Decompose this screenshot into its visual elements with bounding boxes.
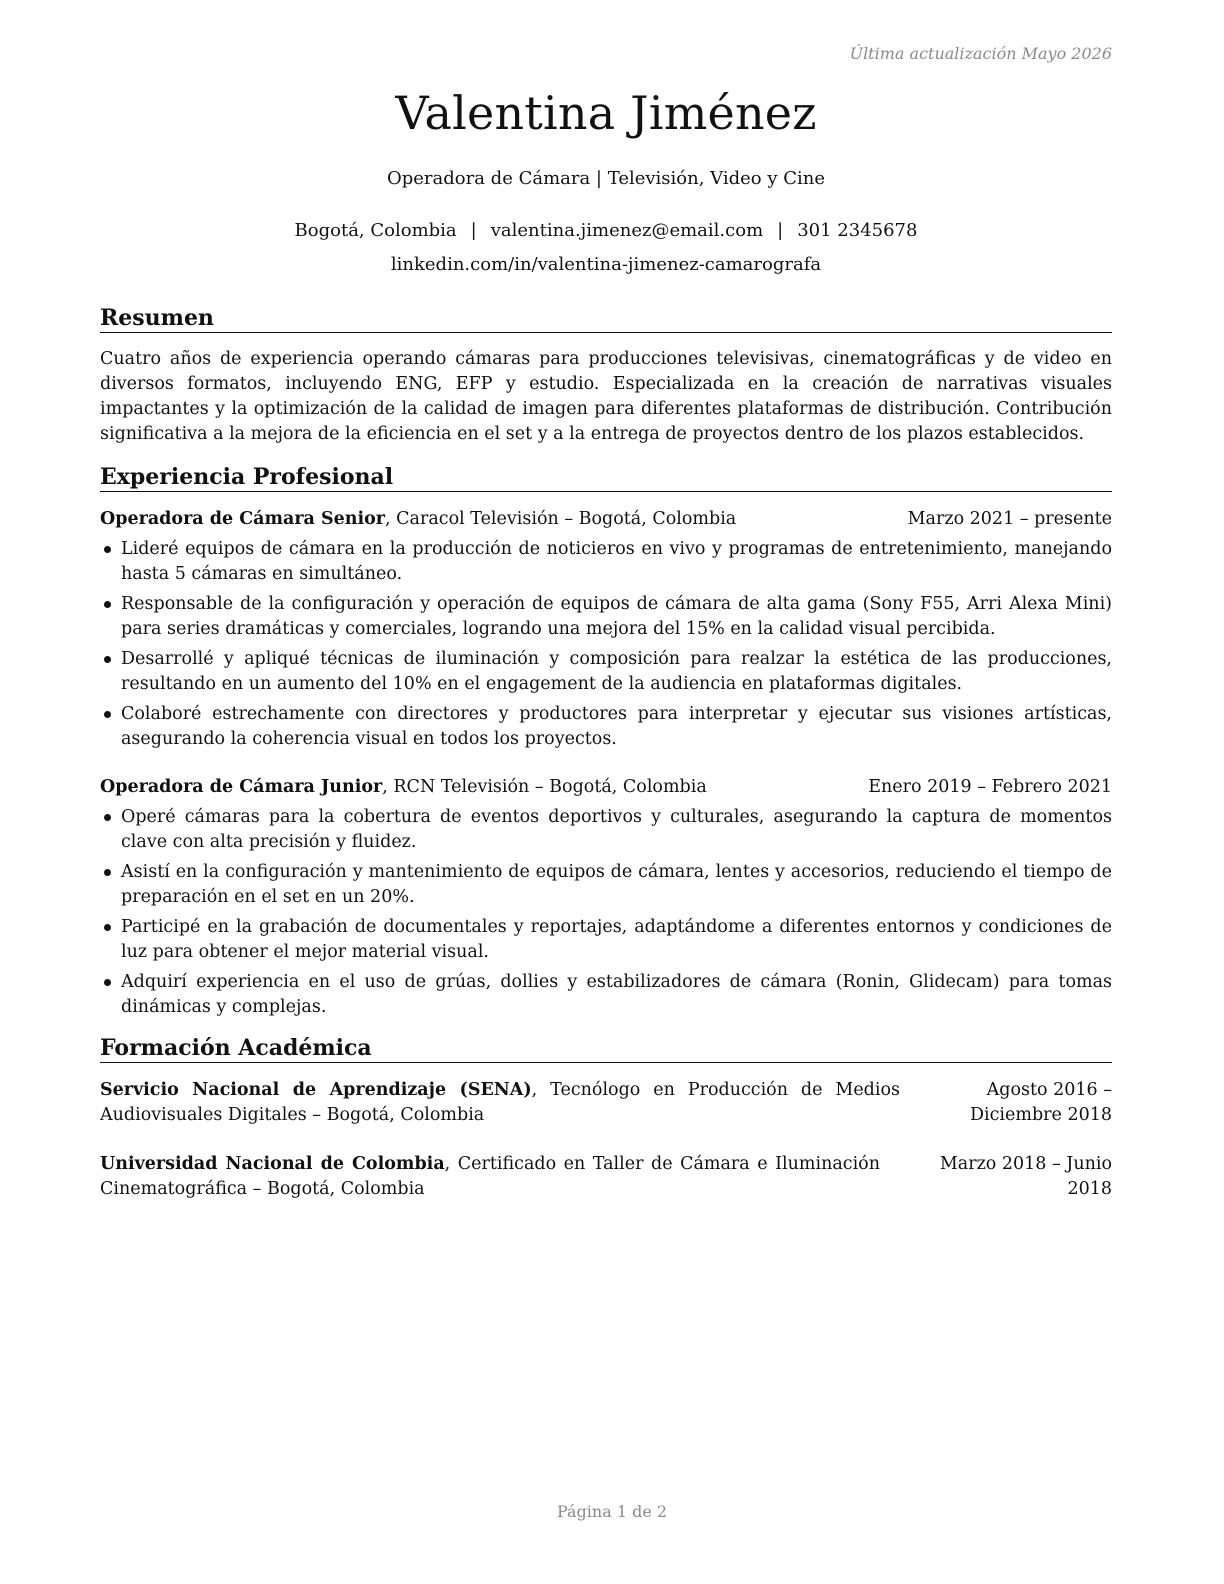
job-subtitle: Operadora de Cámara | Televisión, Video y Cine xyxy=(386,168,826,189)
list-item xyxy=(100,647,1112,697)
bullet-text: Lideré equipos de cámara en la producción de noticieros en vivo y programas de entretenimiento, manejando hasta 5 cámaras en simultáneo. xyxy=(121,539,1112,584)
bullet-text: Desarrollé y apliqué técnicas de iluminación y composición para realzar la estética de las producciones, resultando en un aumento del 10% en el engagement de la audiencia en plataformas digitales. xyxy=(121,649,1112,694)
bullet-icon xyxy=(104,711,111,718)
bullet-text: Operé cámaras para la cobertura de eventos deportivos y culturales, asegurando la captura de momentos clave con alta precisión y fluidez. xyxy=(121,807,1112,852)
bullet-icon xyxy=(104,546,111,553)
bullet-icon xyxy=(104,601,111,608)
contact-email[interactable]: valentina.jimenez@email.com xyxy=(490,220,764,241)
resume-page xyxy=(100,0,1112,1584)
education-description xyxy=(100,1078,900,1128)
bullet-icon xyxy=(104,924,111,931)
job-bullets xyxy=(100,805,1112,1020)
job-role: Operadora de Cámara Senior xyxy=(100,509,386,529)
section-title-experience: Experiencia Profesional xyxy=(100,464,1112,492)
job-header xyxy=(100,775,1112,800)
list-item xyxy=(100,592,1112,642)
job-dates: Enero 2019 – Febrero 2021 xyxy=(868,777,1112,797)
education-detail: , Tecnólogo en Producción de Medios Audiovisuales Digitales – Bogotá, Colombia xyxy=(100,1080,900,1125)
bullet-icon xyxy=(104,656,111,663)
bullet-icon xyxy=(104,869,111,876)
job-company: , Caracol Televisión – Bogotá, Colombia xyxy=(385,509,737,529)
contact-separator: | xyxy=(777,220,784,241)
job-role: Operadora de Cámara Junior xyxy=(100,777,383,797)
education-entry xyxy=(100,1152,1112,1202)
job-dates: Marzo 2021 – presente xyxy=(907,509,1112,529)
job-entry xyxy=(100,507,1112,757)
job-company: , RCN Televisión – Bogotá, Colombia xyxy=(382,777,707,797)
list-item xyxy=(100,915,1112,965)
education-entry xyxy=(100,1078,1112,1128)
bullet-text: Asistí en la configuración y mantenimiento de equipos de cámara, lentes y accesorios, reduciendo el tiempo de preparación en el set en un 20%. xyxy=(121,862,1112,907)
list-item xyxy=(100,537,1112,587)
bullet-text: Responsable de la configuración y operación de equipos de cámara de alta gama (Sony F55, Arri Alexa Mini) para series dramáticas y comerciales, logrando una mejora del 15% en la calidad visual percibida. xyxy=(121,594,1112,639)
contact-line xyxy=(100,220,1112,241)
education-institution: Servicio Nacional de Aprendizaje (SENA) xyxy=(100,1080,532,1100)
education-institution: Universidad Nacional de Colombia xyxy=(100,1154,445,1174)
bullet-text: Adquirí experiencia en el uso de grúas, dollies y estabilizadores de cámara (Ronin, Glidecam) para tomas dinámicas y complejas. xyxy=(121,972,1112,1017)
last-updated: Última actualización Mayo 2026 xyxy=(849,44,1112,63)
contact-location: Bogotá, Colombia xyxy=(294,220,457,241)
job-entry xyxy=(100,775,1112,1025)
contact-phone: 301 2345678 xyxy=(797,220,918,241)
list-item xyxy=(100,702,1112,752)
contact-separator: | xyxy=(470,220,477,241)
bullet-icon xyxy=(104,979,111,986)
section-title-summary: Resumen xyxy=(100,305,1112,333)
linkedin-link[interactable]: linkedin.com/in/valentina-jimenez-camarografa xyxy=(390,254,822,275)
summary-text: Cuatro años de experiencia operando cámaras para producciones televisivas, cinematográficas y de video en diversos formatos, incluyendo ENG, EFP y estudio. Especializada en la creación de narrativas visuales impactantes y la optimización de la calidad de imagen para diferentes plataformas de distribución. Contribución significativa a la mejora de la eficiencia en el set y a la entrega de proyectos dentro de los plazos establecidos. xyxy=(100,349,1112,444)
bullet-text: Colaboré estrechamente con directores y productores para interpretar y ejecutar sus visiones artísticas, asegurando la coherencia visual en todos los proyectos. xyxy=(121,704,1112,749)
page-number: Página 1 de 2 xyxy=(556,1502,668,1521)
education-description xyxy=(100,1152,880,1202)
job-title-line xyxy=(100,507,736,532)
education-detail: , Certificado en Taller de Cámara e Iluminación Cinematográfica – Bogotá, Colombia xyxy=(100,1154,880,1199)
bullet-text: Participé en la grabación de documentales y reportajes, adaptándome a diferentes entornos y condiciones de luz para obtener el mejor material visual. xyxy=(121,917,1112,962)
section-title-education: Formación Académica xyxy=(100,1035,1112,1063)
education-dates: Marzo 2018 – Junio 2018 xyxy=(939,1154,1112,1199)
bullet-icon xyxy=(104,814,111,821)
list-item xyxy=(100,805,1112,855)
job-header xyxy=(100,507,1112,532)
job-bullets xyxy=(100,537,1112,752)
candidate-name: Valentina Jiménez xyxy=(395,86,817,140)
job-title-line xyxy=(100,775,707,800)
list-item xyxy=(100,970,1112,1020)
list-item xyxy=(100,860,1112,910)
education-dates: Agosto 2016 – Diciembre 2018 xyxy=(970,1080,1112,1125)
